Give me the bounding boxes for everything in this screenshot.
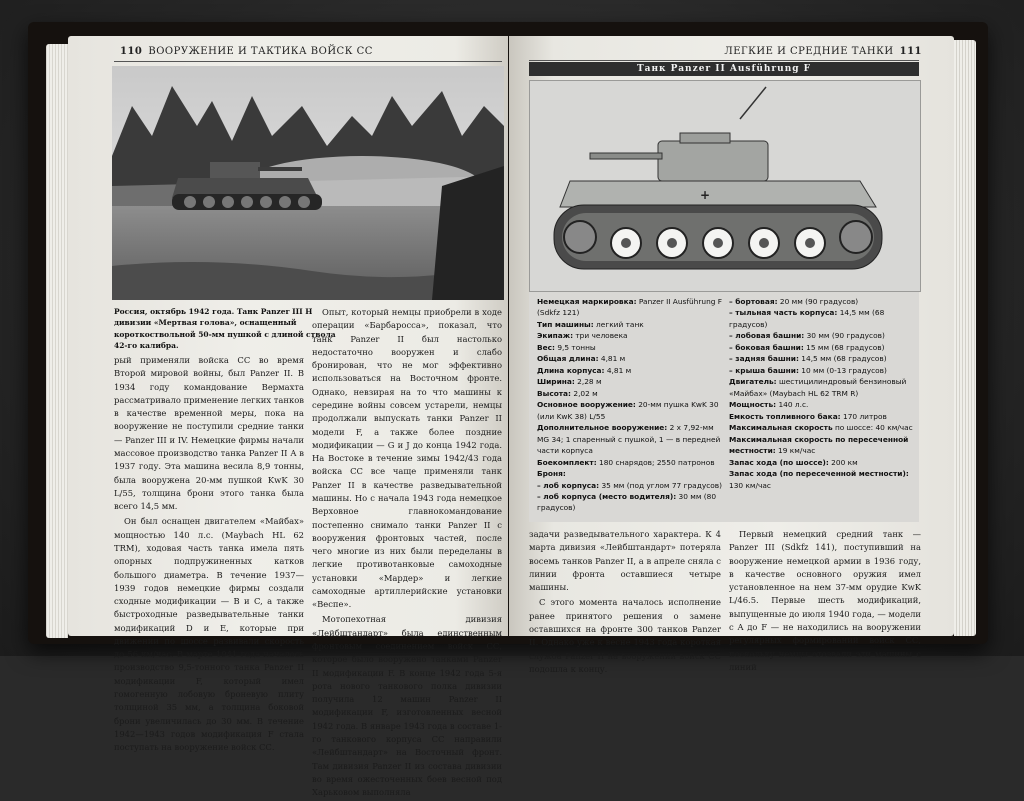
spec-value: 2,28 м — [574, 377, 602, 387]
spec-row — [729, 457, 915, 468]
spec-row — [537, 353, 725, 364]
left-running-title: ВООРУЖЕНИЕ И ТАКТИКА ВОЙСК СС — [148, 46, 373, 57]
photo-caption: Россия, октябрь 1942 года. Танк Panzer III H дивизии «Мертвая голова», оснащенный короткоствольной 50-мм пушкой с длиной ствола 42-го калибра. — [114, 307, 336, 350]
spec-value: 30 мм (90 градусов) — [804, 331, 885, 341]
spec-row — [537, 399, 725, 422]
paragraph: Мотопехотная дивизия «Лейбштандарт» была единственным фронтовым соединением войск СС, которое было вооружено танками Panzer II модификации F. В конце 1942 года 5-я рота нового танкового полка дивизии получила 12 машин Panzer II модификации F, изготовленных весной 1942 года. В январе 1943 года в составе 1-го танкового корпуса СС направили «Лейбштандарт» на Восточный фронт. Там дивизия Panzer II из состава дивизии во время ожесточенных боев весной под Харьковом выполняла — [312, 614, 502, 798]
left-running-head — [114, 46, 373, 57]
right-column-2 — [729, 528, 921, 676]
spec-table — [529, 292, 919, 522]
spec-label: Запас хода (по шоссе): — [729, 457, 829, 467]
paragraph: Опыт, который немцы приобрели в ходе операции «Барбаросса», показал, что танк Panzer II был настолько недостаточно вооружен и слабо бронирован, что не мог эффективно использоваться на Восточном фронте. Однако, невзирая на то что машины к середине войны совсем устарели, немцы продолжали выпускать танки Panzer II модели F, а также более поздние модификации — G и J до конца 1942 года. На Востоке в течение зимы 1942/43 года войска СС все чаще применяли танк Panzer II в качестве разведывательной машины. Но с начала 1943 года немецкое Верховное главнокомандование постепенно снимало танки Panzer II с вооружения фронтовых частей, после чего многие из них были переделаны в легкие противотанковые самоходные установки «Мардер» и легкие самоходные артиллерийские установки «Веспе». — [312, 307, 502, 610]
spec-value: 2,02 м — [571, 388, 598, 398]
spec-row — [537, 480, 725, 491]
spec-column-left — [537, 296, 725, 514]
spec-value: 4,81 м — [598, 354, 626, 364]
left-header-rule — [114, 61, 502, 62]
spec-label: Максимальная скорость по пересеченной местности: — [729, 434, 909, 456]
tank-side-drawing — [529, 80, 921, 292]
right-column-1 — [529, 528, 721, 678]
spec-label: Двигатель: — [729, 377, 777, 387]
spec-label: – лобовая башни: — [729, 331, 805, 341]
spec-value: по шоссе: 40 км/час — [832, 423, 913, 433]
spec-value: 200 км — [828, 457, 858, 467]
spec-row — [729, 342, 915, 353]
svg-text:+: + — [700, 188, 711, 202]
spec-label: Длина корпуса: — [537, 365, 605, 375]
spec-row — [729, 307, 915, 330]
paragraph: задачи разведывательного характера. К 4 марта дивизия «Лейбштандарт» потеряла восемь танков Panzer II, а в апреле сняла с линии фронта оставшиеся четыре машины. — [529, 529, 721, 593]
spec-row — [729, 434, 915, 457]
spec-value: 20-мм пушка KwK 30 (или KwK 38) L/55 — [537, 400, 719, 421]
spec-row — [729, 376, 915, 399]
spec-row — [729, 411, 915, 422]
paragraph: Первый немецкий средний танк — Panzer III (Sdkfz 141), поступивший на вооружение немецкой армии в 1936 году, в качестве основного оружия имел установленное на нем 37-мм орудие KwK L/46.5. Первые шесть модификаций, выпущенные до июля 1940 года, — модели с A до F — не находились на вооружении регулярных формирований войск СС, поскольку немцы отозвали эти машины с линий — [729, 529, 921, 672]
right-header-rule — [529, 60, 919, 61]
spec-value: шестицилиндровый бензиновый «Майбах» (Maybach HL 62 TRM R) — [729, 377, 907, 398]
spec-label: Тип машины: — [537, 319, 594, 329]
spec-label: – лоб корпуса (место водителя): — [537, 491, 677, 501]
spec-label: Немецкая маркировка: — [537, 297, 637, 306]
spec-label: Броня: — [537, 469, 566, 479]
left-column-2 — [312, 306, 502, 801]
spec-row — [537, 422, 725, 456]
spec-label: – лоб корпуса: — [537, 480, 600, 490]
spec-label: Основное вооружение: — [537, 400, 636, 410]
spec-row — [537, 376, 725, 387]
spec-value: легкий танк — [593, 319, 644, 329]
spec-label: Вес: — [537, 342, 555, 352]
spec-row — [537, 342, 725, 353]
spec-row — [537, 296, 725, 319]
spec-row — [537, 365, 725, 376]
spec-label: Боекомплект: — [537, 457, 597, 467]
paragraph: Он был оснащен двигателем «Майбах» мощностью 140 л.с. (Maybach HL 62 TRM), ходовая часть танка имела пять опорных подпружиненных катков большого диаметра. В течение 1937—1939 годов немецкие фирмы создали сходные модификации — B и C, а также быстроходные разведывательные танки модификаций D и E, которые при движении по шоссе развивали скорость до 56 км/час. В марте 1941 года началось производство 9,5-тонного танка Panzer II модификации F, который имел гомогенную лобовую броневую плиту толщиной 35 мм, а толщина боковой брони увеличилась до 30 мм. В течение 1942—1943 годов модификация F стала поступать на вооружение войск СС. — [114, 516, 304, 753]
paragraph: С этого момента началось исполнение ранее принятого решения о замене оставшихся на фронте 300 танков Panzer II. Однако уже к весне 1943 года короткая служба Panzer II на вооружении войск СС подошла к концу. — [529, 597, 721, 674]
right-running-head — [724, 46, 928, 57]
spec-title: Танк Panzer II Ausführung F — [529, 62, 919, 76]
spec-label: Запас хода (по пересеченной местности): — [729, 469, 909, 479]
spec-value: 20 мм (90 градусов) — [777, 297, 859, 306]
spec-label: – тыльная часть корпуса: — [729, 308, 838, 318]
spec-row — [537, 330, 725, 341]
spec-value: 9,5 тонны — [554, 342, 596, 352]
spec-label: Емкость топливного бака: — [729, 411, 841, 421]
spec-row — [729, 330, 915, 341]
spec-row — [537, 319, 725, 330]
spec-row — [729, 422, 915, 433]
spec-value: 14,5 мм (68 градусов) — [798, 354, 887, 364]
spec-label: Максимальная скорость — [729, 423, 833, 433]
spec-label: Мощность: — [729, 400, 777, 410]
spec-label: Высота: — [537, 388, 572, 398]
tank-photo-image — [112, 66, 504, 300]
right-page-edges — [954, 40, 976, 636]
tank-photo — [112, 66, 504, 300]
right-page-number: 111 — [899, 46, 922, 57]
spec-value: 170 литров — [840, 411, 887, 421]
panzer-ii-illustration — [530, 81, 920, 291]
spec-value: 180 снарядов; 2550 патронов — [596, 457, 715, 467]
spec-label: Общая длина: — [537, 354, 599, 364]
spec-label: – боковая башни: — [729, 342, 804, 352]
spec-value: 4,81 м — [604, 365, 632, 375]
spec-value: 30 мм (80 градусов) — [537, 491, 717, 513]
spec-row — [729, 399, 915, 410]
spec-value: 2 х 7,92-мм MG 34; 1 спаренный с пушкой, 1 — в передней части корпуса — [537, 423, 721, 456]
left-page — [68, 36, 508, 798]
spec-row — [537, 468, 725, 479]
spec-row — [537, 491, 725, 514]
paragraph: рый применяли войска СС во время Второй мировой войны, был Panzer II. В 1934 году командование Вермахта рассматривало применение легких танков в качестве временной меры, пока на вооружение не поступили средние танки — Panzer III и IV. Немецкие фирмы начали массовое производство танка Panzer II A в 1937 году. Эта машина весила 8,9 тонны, была вооружена 20-мм пушкой KwK 30 L/55, толщина брони этого танка была всего 14,5 мм. — [114, 355, 304, 512]
left-page-edges — [46, 44, 68, 638]
spec-label: – крыша башни: — [729, 365, 799, 375]
right-page — [509, 36, 954, 674]
spec-value: 130 км/час — [729, 480, 771, 490]
spec-value: 35 мм (под углом 77 градусов) — [599, 480, 723, 490]
left-page-number: 110 — [120, 46, 143, 57]
spec-row — [729, 296, 915, 307]
right-running-title: ЛЕГКИЕ И СРЕДНИЕ ТАНКИ — [724, 46, 894, 57]
spec-value: 10 мм (0-13 градусов) — [798, 365, 887, 375]
spec-label: – задняя башни: — [729, 354, 799, 364]
spec-value: три человека — [573, 331, 628, 341]
spec-column-right — [729, 296, 915, 491]
spec-row — [729, 468, 915, 491]
spec-value: 140 л.с. — [776, 400, 809, 410]
spec-label: Дополнительное вооружение: — [537, 423, 668, 433]
spec-label: Ширина: — [537, 377, 575, 387]
spec-label: – бортовая: — [729, 297, 778, 306]
spec-value: 14,5 мм (68 градусов) — [729, 308, 885, 329]
spec-value: 15 мм (68 градусов) — [803, 342, 885, 352]
spec-row — [537, 388, 725, 399]
spec-row — [729, 353, 915, 364]
spec-value: 19 км/час — [775, 446, 816, 456]
spec-value: Panzer II Ausführung F (Sdkfz 121) — [537, 297, 723, 318]
spec-row — [537, 457, 725, 468]
spec-row — [729, 365, 915, 376]
left-column-1 — [114, 354, 304, 756]
spec-label: Экипаж: — [537, 331, 574, 341]
